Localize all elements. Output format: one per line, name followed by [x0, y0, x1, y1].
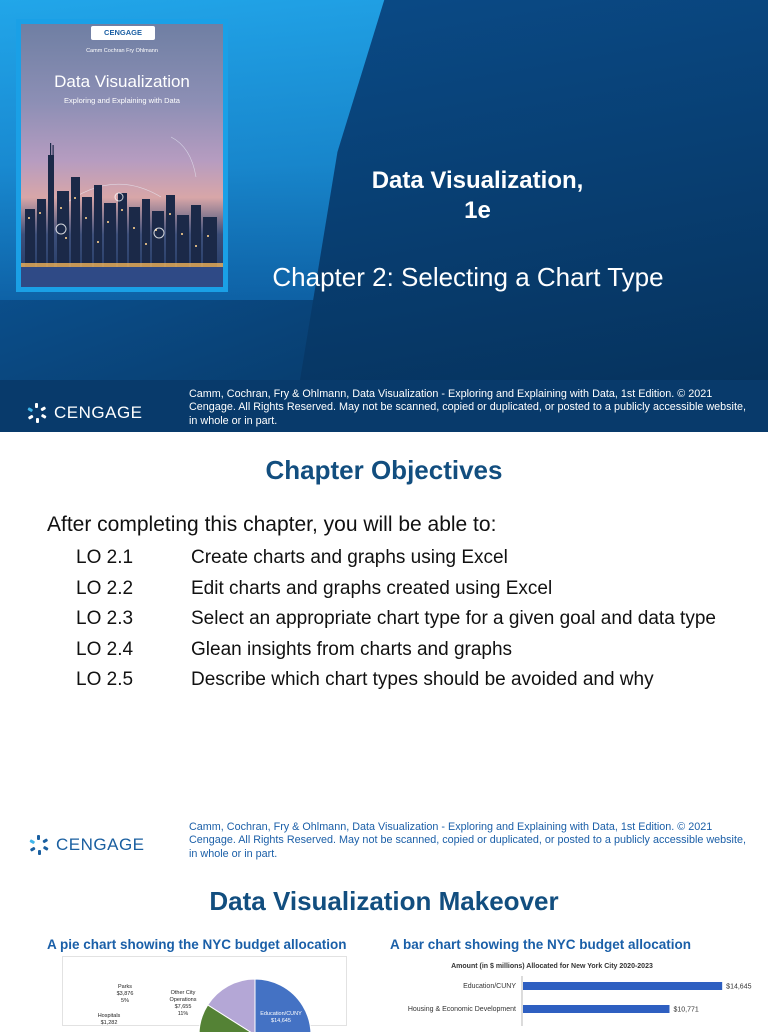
objective-code: LO 2.3	[76, 608, 134, 629]
pie-value-label: $7,655	[174, 1004, 192, 1010]
presentation-title	[300, 166, 655, 226]
pie-label: Hospitals	[97, 1013, 121, 1019]
copyright-notice: Camm, Cochran, Fry & Ohlmann, Data Visualization - Exploring and Explaining with Data, 1st Edition. © 2021 Cengage. All Rights Reserved. May not be scanned, copied or duplicated, or posted to a publicly accessible website, in whole or in part.	[189, 388, 746, 427]
objective-text: Glean insights from charts and graphs	[191, 638, 513, 660]
bar-chart-panel	[392, 956, 752, 1026]
objective-item	[76, 547, 751, 578]
objective-item	[76, 669, 751, 700]
objective-text: Edit charts and graphs created using Excel	[191, 577, 553, 599]
bar-value-label: $14,645	[726, 983, 752, 991]
objective-text: Create charts and graphs using Excel	[191, 547, 508, 568]
objective-code: LO 2.1	[76, 547, 134, 568]
objective-code: LO 2.5	[76, 669, 134, 690]
pie-pct-label: 5%	[121, 998, 129, 1004]
cover-logo: CENGAGE	[91, 26, 155, 40]
objectives-title: Chapter Objectives	[265, 455, 503, 485]
objective-item	[76, 578, 751, 609]
bar-category-label: Housing & Economic Development	[407, 1006, 516, 1013]
objectives-list	[76, 547, 751, 700]
cengage-logo	[26, 402, 143, 424]
makeover-title: Data Visualization Makeover	[209, 886, 559, 916]
cover-authors: Camm Cochran Fry Ohlmann	[86, 48, 158, 54]
city-skyline-illustration	[21, 137, 223, 287]
title-line-1: Data Visualization,	[371, 167, 584, 194]
bar-chart	[392, 956, 752, 1026]
objective-code: LO 2.4	[76, 638, 134, 660]
copyright-notice: Camm, Cochran, Fry & Ohlmann, Data Visualization - Exploring and Explaining with Data, 1st Edition. © 2021 Cengage. All Rights Reserved. May not be scanned, copied or duplicated, or posted to a publicly accessible website, in whole or in part.	[189, 821, 746, 860]
chapter-title: Chapter 2: Selecting a Chart Type	[272, 262, 664, 292]
title-slide	[0, 0, 768, 432]
objective-item	[76, 639, 751, 670]
cengage-wordmark: CENGAGE	[56, 835, 145, 854]
pie-chart-panel	[62, 956, 347, 1026]
title-line-2: 1e	[464, 197, 491, 224]
cover-subtitle: Exploring and Explaining with Data	[64, 96, 180, 105]
bar-category-label: Education/CUNY	[463, 983, 516, 990]
book-cover-image	[21, 24, 223, 287]
pie-pct-label: 11%	[177, 1011, 189, 1017]
bar-chart-title: Amount (in $ millions) Allocated for New York City 2020-2023	[451, 963, 653, 970]
pie-value-label: $1,282	[100, 1020, 118, 1026]
objective-code: LO 2.2	[76, 577, 134, 599]
cengage-wordmark: CENGAGE	[54, 403, 143, 422]
pie-chart	[63, 957, 348, 1027]
objective-text: Describe which chart types should be avoided and why	[191, 669, 654, 690]
cengage-mark-icon	[28, 834, 50, 856]
cengage-logo	[28, 834, 145, 856]
pie-value-label: $14,645	[271, 1018, 291, 1024]
objective-text: Select an appropriate chart type for a given goal and data type	[191, 608, 716, 629]
bar	[523, 1005, 669, 1013]
pie-label: Education/CUNY	[260, 1011, 302, 1017]
book-cover	[16, 19, 228, 292]
cengage-mark-icon	[26, 402, 48, 424]
objective-item	[76, 608, 751, 639]
pie-label: Other City	[170, 990, 196, 996]
pie-label: Parks	[117, 984, 133, 990]
objectives-intro: After completing this chapter, you will be able to:	[47, 513, 497, 536]
pie-label: Operations	[169, 997, 197, 1003]
pie-chart-caption: A pie chart showing the NYC budget allocation	[47, 937, 347, 952]
bar-chart-caption: A bar chart showing the NYC budget allocation	[390, 937, 692, 952]
cover-title: Data Visualization	[54, 72, 190, 91]
pie-value-label: $3,876	[116, 991, 134, 997]
pie-slice	[255, 979, 311, 1032]
bar-value-label: $10,771	[673, 1006, 699, 1014]
bar	[523, 982, 722, 990]
